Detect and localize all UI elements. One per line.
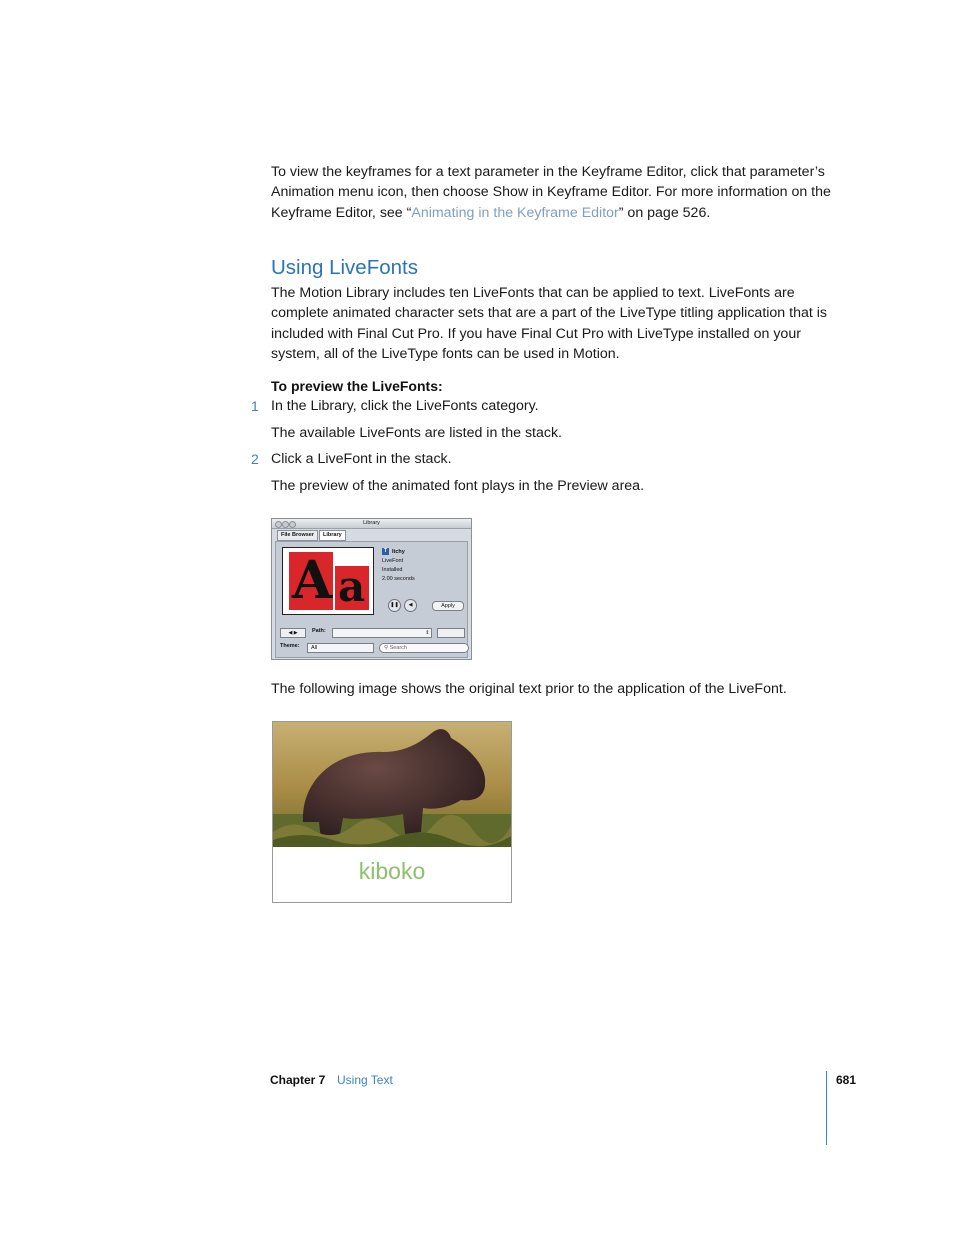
step-result: The available LiveFonts are listed in the stack. xyxy=(271,425,562,441)
apply-button[interactable]: Apply xyxy=(432,601,464,611)
chevron-updown-icon: ⇕ xyxy=(425,630,430,636)
step-number: 1 xyxy=(251,398,259,414)
arrow-left-icon: ◀ xyxy=(288,630,293,636)
window-titlebar xyxy=(272,519,471,529)
font-duration: 2.00 seconds xyxy=(382,576,415,582)
step-result: The preview of the animated font plays in the Preview area. xyxy=(271,478,645,494)
path-select[interactable] xyxy=(332,628,432,638)
back-forward-buttons[interactable] xyxy=(280,628,306,638)
keyframe-editor-link[interactable]: Animating in the Keyframe Editor xyxy=(411,204,619,221)
font-type: LiveFont xyxy=(382,558,404,564)
section-body: The Motion Library includes ten LiveFonts that can be applied to text. LiveFonts are complete animated character sets that are a part of the LiveType titling application that is included with Final Cut Pro. If you have Final Cut Pro with LiveType installed on your system, all of the LiveType fonts can be used in Motion. xyxy=(271,285,827,363)
original-text-figure xyxy=(272,721,512,903)
font-name: Itchy xyxy=(392,549,405,555)
window-title: Library xyxy=(363,520,380,526)
search-placeholder: Search xyxy=(389,645,407,651)
intro-paragraph xyxy=(271,162,831,223)
section-heading: Using LiveFonts xyxy=(271,256,418,279)
kiboko-text: kiboko xyxy=(358,858,426,884)
footer-chapter-name[interactable]: Using Text xyxy=(337,1073,393,1087)
intro-text-start: To view the keyframes for a text parameter in the Keyframe Editor, click that parameter’s Animation menu icon, then choose Show in Keyframe Editor. For more information on the Keyframe Editor, see “ xyxy=(271,164,831,221)
text-type-icon: T xyxy=(383,548,388,555)
tab-file-browser[interactable]: File Browser xyxy=(277,530,318,541)
footer-divider xyxy=(826,1071,827,1145)
search-icon: ⚲ xyxy=(384,645,389,651)
font-status: Installed xyxy=(382,567,403,573)
pause-icon: ❚❚ xyxy=(390,602,399,608)
page-number: 681 xyxy=(836,1073,857,1087)
following-text: The following image shows the original text prior to the application of the LiveFont. xyxy=(271,681,787,697)
step-number: 2 xyxy=(251,451,259,467)
search-input[interactable] xyxy=(379,643,469,653)
library-window xyxy=(271,518,472,660)
step-text: In the Library, click the LiveFonts category. xyxy=(271,398,539,414)
theme-value: All xyxy=(311,645,318,651)
theme-label: Theme: xyxy=(280,643,300,649)
preview-lowercase-glyph: a xyxy=(335,566,369,610)
library-panel xyxy=(275,541,468,658)
audio-button[interactable] xyxy=(404,599,417,612)
font-info xyxy=(382,548,415,584)
view-toggle-buttons[interactable] xyxy=(437,628,465,638)
path-label: Path: xyxy=(312,628,326,634)
preview-uppercase-glyph: A xyxy=(289,552,333,610)
step-text: Click a LiveFont in the stack. xyxy=(271,451,452,467)
tab-library[interactable]: Library xyxy=(319,530,346,541)
pause-button[interactable] xyxy=(388,599,401,612)
footer-chapter: Chapter 7 xyxy=(270,1073,326,1087)
hippo-photo xyxy=(273,722,511,847)
arrow-right-icon: ▶ xyxy=(293,630,298,636)
preview-area xyxy=(282,547,374,615)
speaker-icon: ◀ xyxy=(408,602,413,608)
tab-bar xyxy=(277,530,347,541)
intro-text-end: ” on page 526. xyxy=(618,204,711,221)
theme-select[interactable] xyxy=(307,643,374,653)
procedure-title: To preview the LiveFonts: xyxy=(271,378,443,394)
